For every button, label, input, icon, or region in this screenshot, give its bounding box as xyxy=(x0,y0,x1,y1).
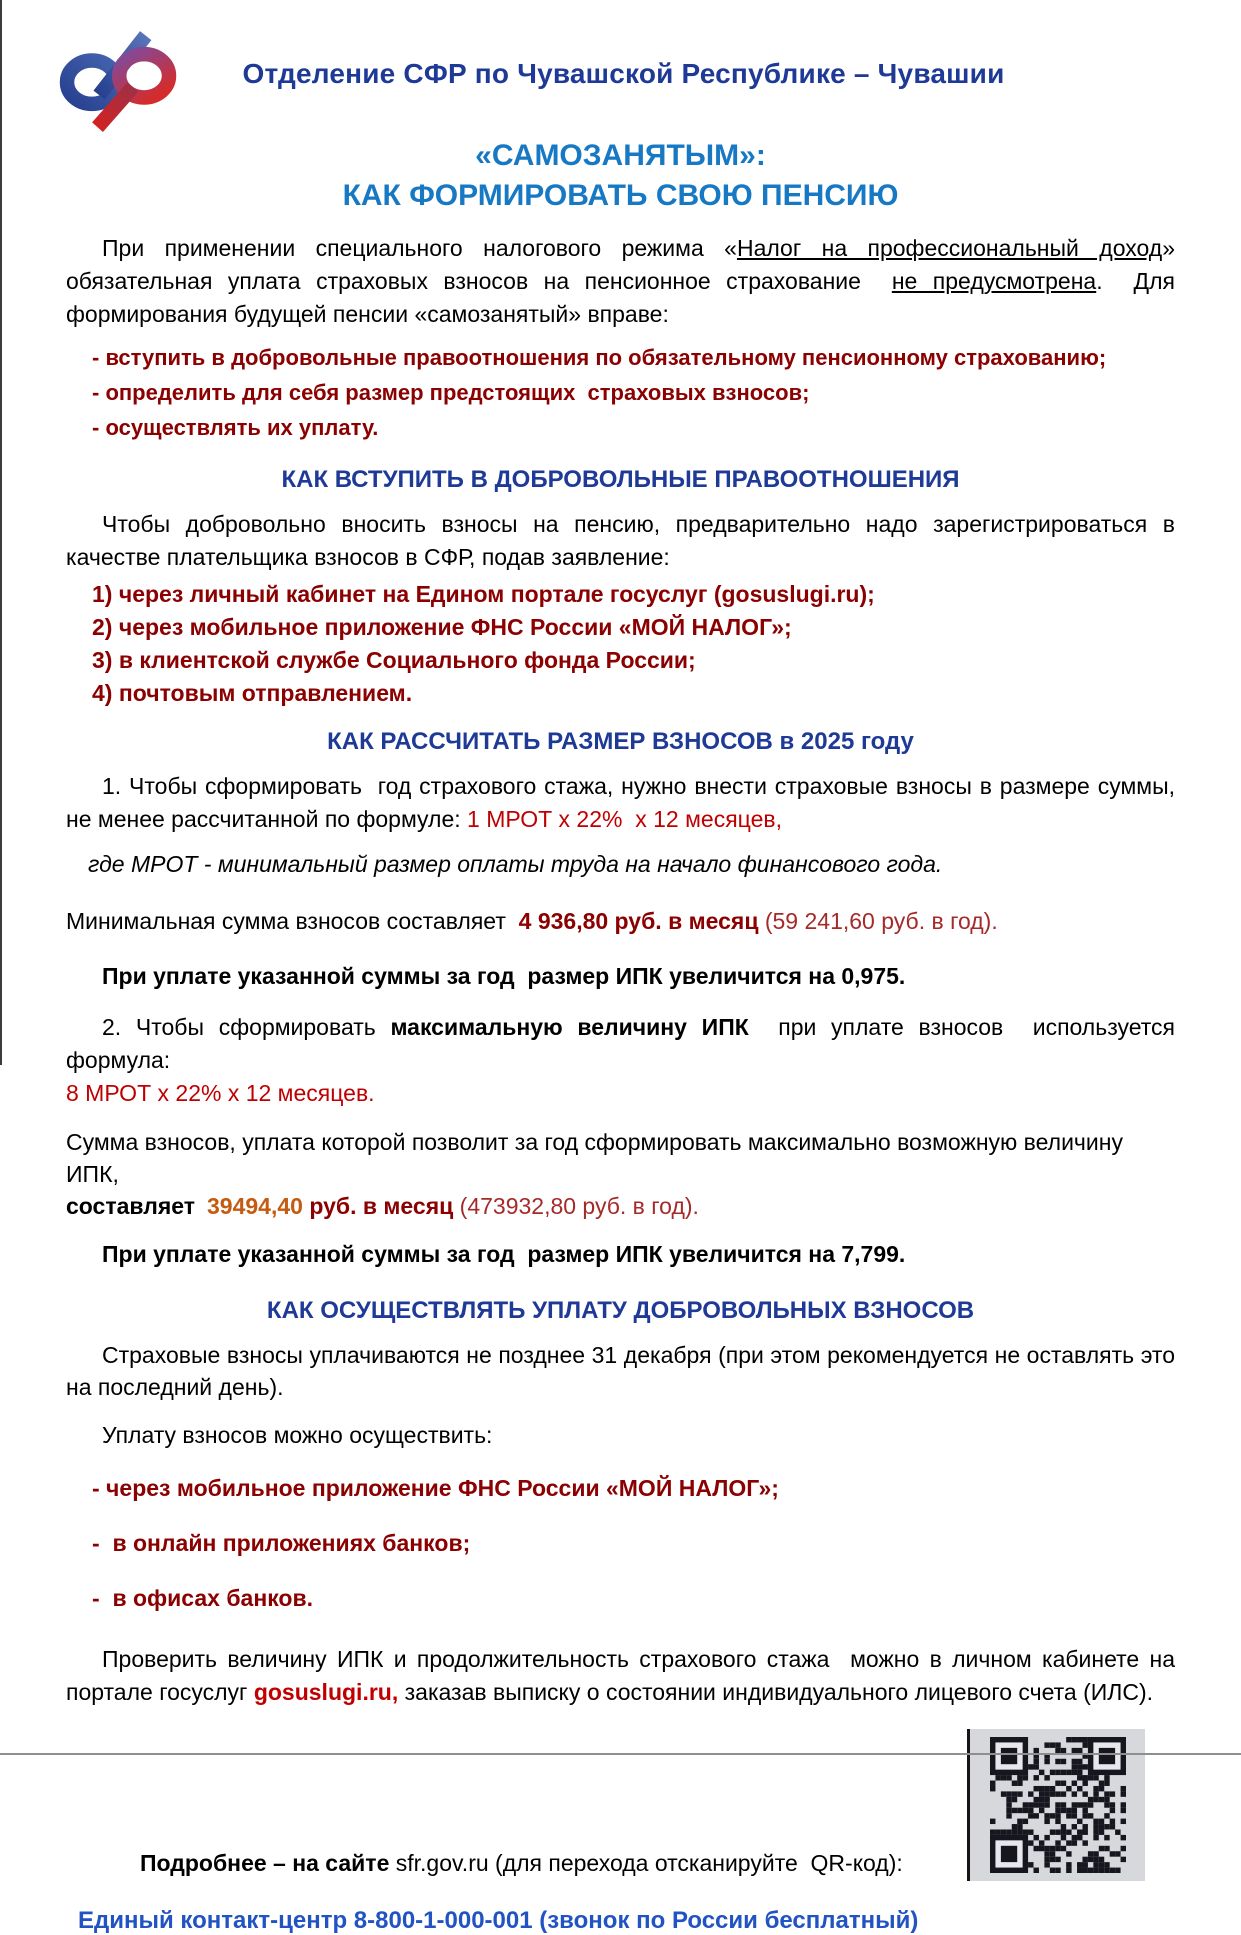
section-heading-join: КАК ВСТУПИТЬ В ДОБРОВОЛЬНЫЕ ПРАВООТНОШЕНИЯ xyxy=(281,466,960,493)
min-sum-line xyxy=(66,905,1175,938)
pay-paragraph-1: Страховые взносы уплачиваются не позднее 31 декабря (при этом рекомендуется не оставлять это на последний день). xyxy=(66,1342,1182,1400)
underlined-not-provided: не предусмотрена xyxy=(891,268,1097,294)
list-item: - осуществлять их уплату. xyxy=(92,415,379,440)
list-item: - в офисах банков. xyxy=(92,1585,314,1611)
qr-footer-row xyxy=(66,1729,1175,1881)
list-item: - определить для себя размер предстоящих страховых взносов; xyxy=(92,380,810,405)
min-yearly-amount: (59 241,60 руб. в год). xyxy=(758,908,998,934)
list-item: 4) почтовым отправлением. xyxy=(92,680,413,706)
calc-paragraph-2 xyxy=(66,1011,1182,1110)
org-title: Отделение СФР по Чувашской Республике – Чувашии xyxy=(242,58,1005,89)
gosuslugi-link-text: gosuslugi.ru, xyxy=(253,1679,399,1705)
document-title-line2: КАК ФОРМИРОВАТЬ СВОЮ ПЕНСИЮ xyxy=(342,179,899,212)
intro-text-end: . Для формирования будущей пенсии «самозанятый» вправе: xyxy=(66,268,1182,327)
section-heading-calc: КАК РАССЧИТАТЬ РАЗМЕР ВЗНОСОВ в 2025 году xyxy=(327,728,914,755)
calc-p1-text: 1. Чтобы сформировать год страхового стажа, нужно внести страховые взносы в размере суммы, не менее рассчитанной по формуле: xyxy=(66,773,1182,832)
max-sum-verb: составляет xyxy=(66,1193,196,1219)
more-info-line xyxy=(140,1850,903,1881)
section-heading-pay: КАК ОСУЩЕСТВЛЯТЬ УПЛАТУ ДОБРОВОЛЬНЫХ ВЗНОСОВ xyxy=(266,1297,975,1324)
join-numbered-list xyxy=(66,578,1175,710)
calc-paragraph-1 xyxy=(66,770,1182,836)
qr-code-image xyxy=(967,1729,1145,1881)
pay-bullet-list xyxy=(66,1472,1175,1615)
list-item: - вступить в добровольные правоотношения по обязательному пенсионному страхованию; xyxy=(92,345,1107,370)
check-text: Проверить величину ИПК и продолжительность страхового стажа можно в личном кабинете на портале госуслуг xyxy=(66,1646,1182,1705)
join-lead-paragraph: Чтобы добровольно вносить взносы на пенсию, предварительно надо зарегистрироваться в качестве плательщика взносов в СФР, подав заявление: xyxy=(66,511,1182,570)
min-formula: 1 МРОТ х 22% х 12 месяцев, xyxy=(467,806,782,832)
ipk-increase-min: При уплате указанной суммы за год размер ИПК увеличится на 0,975. xyxy=(102,963,906,989)
check-ipk-paragraph xyxy=(66,1643,1182,1709)
max-ipk-bold: максимальную величину ИПК xyxy=(390,1014,749,1040)
list-item: - через мобильное приложение ФНС России «МОЙ НАЛОГ»; xyxy=(92,1475,779,1501)
mrot-note: где МРОТ - минимальный размер оплаты труда на начало финансового года. xyxy=(88,851,943,877)
list-item: 2) через мобильное приложение ФНС России «МОЙ НАЛОГ»; xyxy=(92,614,792,640)
ipk-increase-max: При уплате указанной суммы за год размер ИПК увеличится на 7,799. xyxy=(102,1241,906,1267)
intro-paragraph xyxy=(66,232,1182,331)
list-item: 1) через личный кабинет на Едином портале госуслуг (gosuslugi.ru); xyxy=(92,581,875,607)
intro-bullet-list xyxy=(66,341,1175,444)
document-title xyxy=(66,136,1175,216)
intro-text: При применении специального налогового режима « xyxy=(102,235,737,261)
list-item: - в онлайн приложениях банков; xyxy=(92,1530,471,1556)
max-yearly-amount: (473932,80 руб. в год). xyxy=(453,1193,699,1219)
min-monthly-amount: 4 936,80 руб. в месяц xyxy=(518,908,759,934)
max-monthly-unit: руб. в месяц xyxy=(302,1193,454,1219)
scan-artifact-bottom-edge xyxy=(0,1753,1241,1755)
list-item: 3) в клиентской службе Социального фонда России; xyxy=(92,647,696,673)
calc-p2-text: 2. Чтобы сформировать xyxy=(102,1014,391,1040)
contact-center-line: Единый контакт-центр 8-800-1-000-001 (звонок по России бесплатный) xyxy=(78,1907,919,1934)
max-formula: 8 МРОТ х 22% х 12 месяцев. xyxy=(66,1080,375,1106)
max-sum-line xyxy=(66,1126,1175,1222)
document-title-line1: «САМОЗАНЯТЫМ»: xyxy=(475,139,766,172)
max-sum-text: Сумма взносов, уплата которой позволит за год сформировать максимально возможную величину ИПК, xyxy=(66,1129,1130,1187)
pay-paragraph-2: Уплату взносов можно осуществить: xyxy=(102,1422,493,1448)
calc-p2-text-end: при уплате взносов используется формула: xyxy=(66,1014,1182,1073)
document-header xyxy=(66,26,1175,132)
max-monthly-amount: 39494,40 xyxy=(207,1193,303,1219)
more-info-bold: Подробнее – на сайте xyxy=(140,1850,396,1876)
check-text-end: заказав выписку о состоянии индивидуального лицевого счета (ИЛС). xyxy=(398,1679,1154,1705)
scan-artifact-left-edge xyxy=(0,0,2,1065)
intro-text-mid: » обязательная уплата страховых взносов на пенсионное страхование xyxy=(66,235,1182,294)
underlined-tax-regime: Налог на профессиональный доход xyxy=(736,235,1163,261)
more-info-rest: sfr.gov.ru (для перехода отсканируйте QR-код): xyxy=(395,1850,903,1876)
min-sum-text: Минимальная сумма взносов составляет xyxy=(66,908,519,934)
